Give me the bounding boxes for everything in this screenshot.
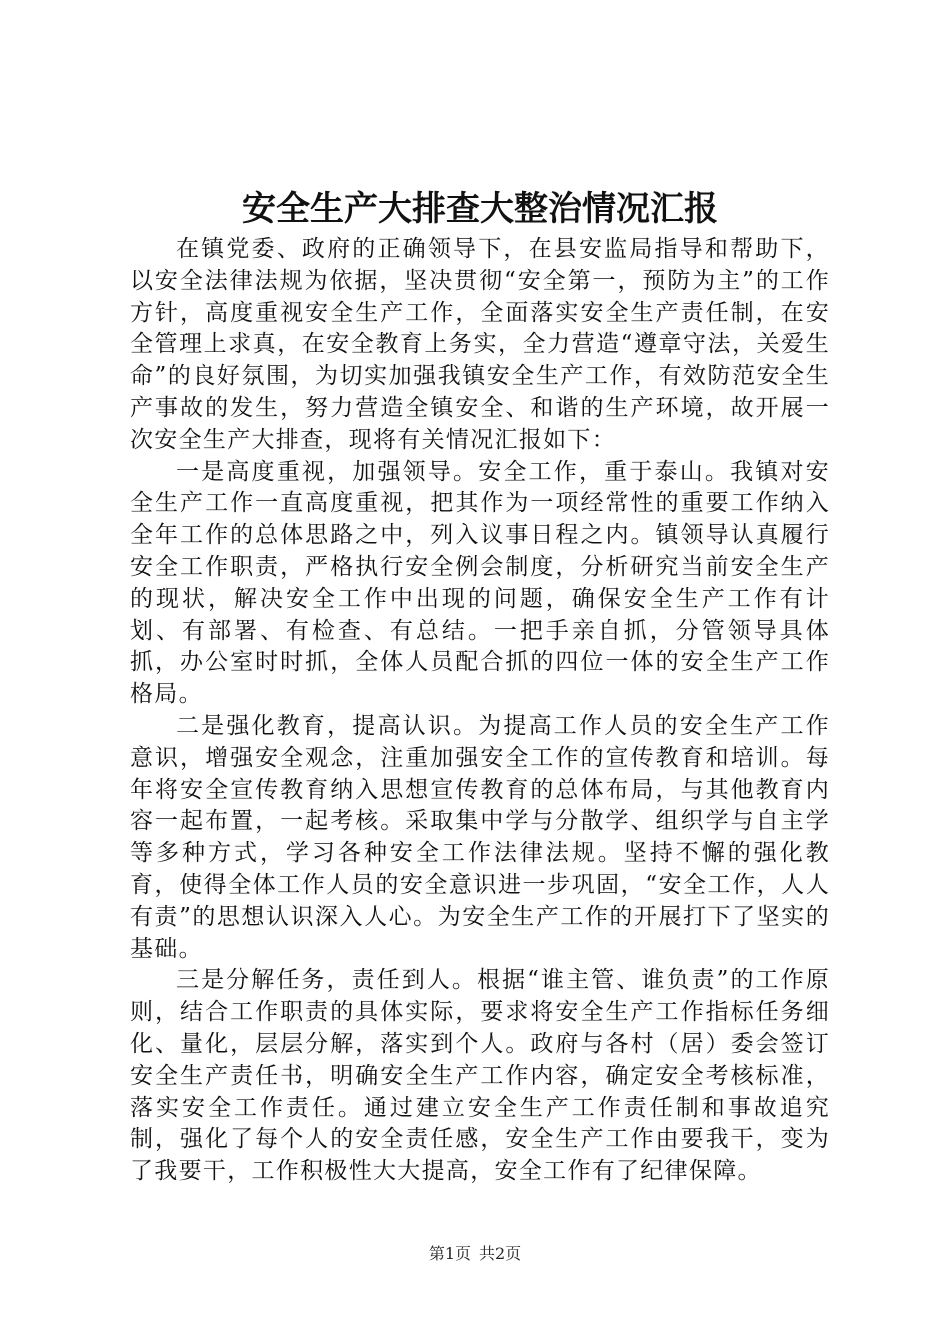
page-total: 共2页 (479, 1244, 522, 1263)
paragraph-leadership: 一是高度重视，加强领导。安全工作，重于泰山。我镇对安全生产工作一直高度重视，把其作为一项经常性的重要工作纳入全年工作的总体思路之中，列入议事日程之内。镇领导认真履行安全工作职责，严格执行安全例会制度，分析研究当前安全生产的现状，解决安全工作中出现的问题，确保安全生产工作有计划、有部署、有检查、有总结。一把手亲自抓，分管领导具体抓，办公室时时抓，全体人员配合抓的四位一体的安全生产工作格局。 (130, 458, 830, 708)
page-footer (0, 1242, 950, 1266)
paragraph-responsibility: 三是分解任务，责任到人。根据“谁主管、谁负责”的工作原则，结合工作职责的具体实际，要求将安全生产工作指标任务细化、量化，层层分解，落实到个人。政府与各村（居）委会签订安全生产责任书，明确安全生产工作内容，确定安全考核标准，落实安全工作责任。通过建立安全生产工作责任制和事故追究制，强化了每个人的安全责任感，安全生产工作由要我干，变为了我要干，工作积极性大大提高，安全工作有了纪律保障。 (130, 967, 830, 1185)
document-title: 安全生产大排查大整治情况汇报 (242, 189, 718, 229)
paragraph-intro: 在镇党委、政府的正确领导下，在县安监局指导和帮助下，以安全法律法规为依据，坚决贯彻“安全第一，预防为主”的工作方针，高度重视安全生产工作，全面落实安全生产责任制，在安全管理上求真，在安全教育上务实，全力营造“遵章守法，关爱生命”的良好氛围，为切实加强我镇安全生产工作，有效防范安全生产事故的发生，努力营造全镇安全、和谐的生产环境，故开展一次安全生产大排查，现将有关情况汇报如下： (130, 236, 830, 453)
paragraph-education: 二是强化教育，提高认识。为提高工作人员的安全生产工作意识，增强安全观念，注重加强安全工作的宣传教育和培训。每年将安全宣传教育纳入思想宣传教育的总体布局，与其他教育内容一起布置，一起考核。采取集中学与分散学、组织学与自主学等多种方式，学习各种安全工作法律法规。坚持不懈的强化教育，使得全体工作人员的安全意识进一步巩固，“安全工作，人人有责”的思想认识深入人心。为安全生产工作的开展打下了坚实的基础。 (130, 712, 830, 962)
page-number: 第1页 (428, 1244, 471, 1263)
document-body (130, 234, 830, 1188)
